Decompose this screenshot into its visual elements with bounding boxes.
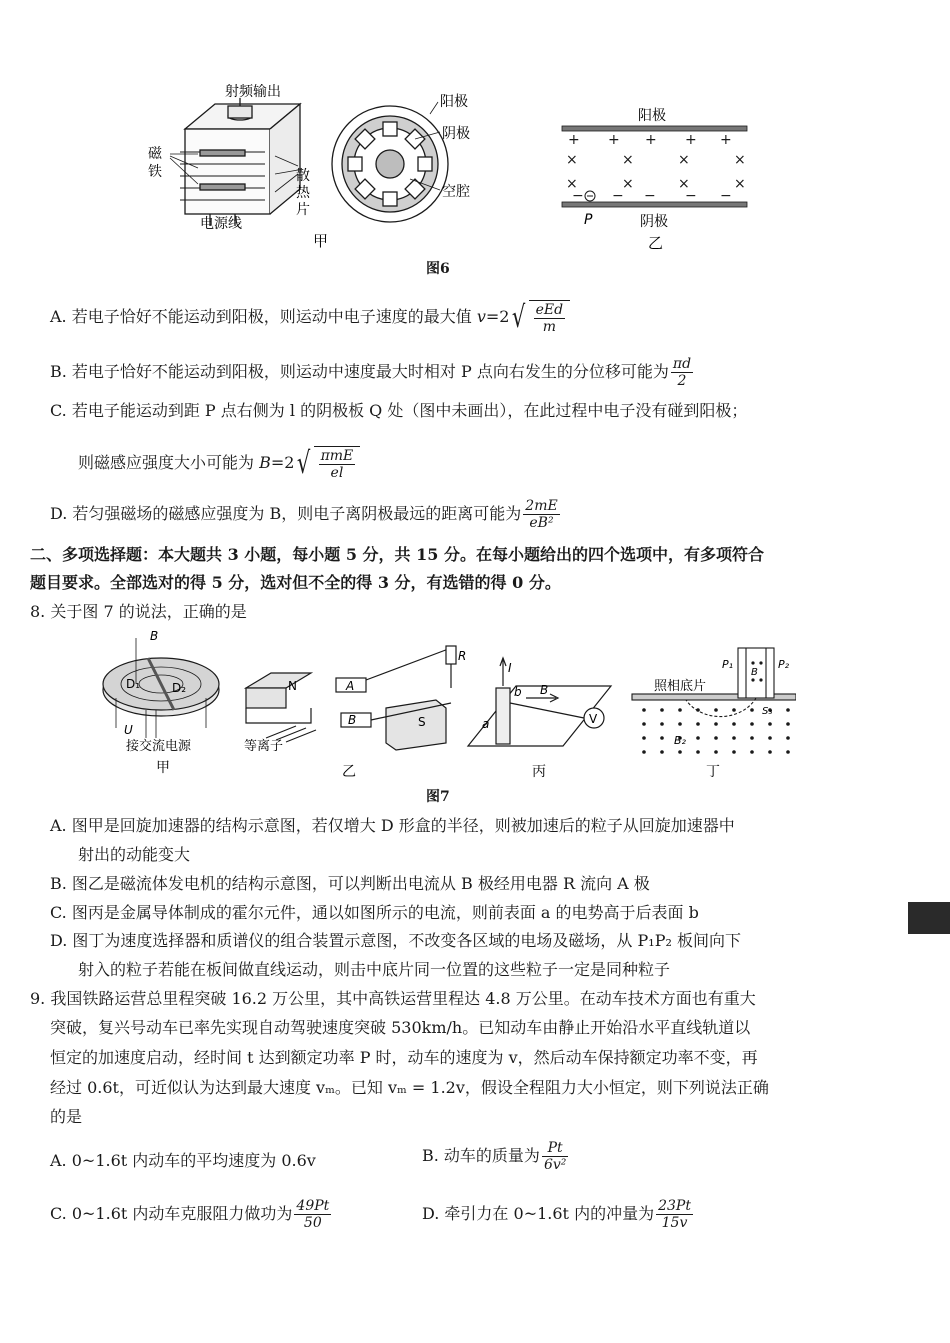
magnet-label-b: 铁: [148, 164, 162, 180]
sink-label-b: 热: [296, 185, 310, 201]
plasma-label: 等离子: [244, 739, 284, 754]
q8-option-d-line1: D. 图丁为速度选择器和质谱仪的组合装置示意图，不改变各区域的电场及磁场，从 P₁P₂ 板间向下: [50, 931, 741, 950]
plate-anode-label: 阳极: [638, 108, 666, 124]
figure-7: [96, 628, 796, 780]
hall-field-b-label: B: [540, 683, 549, 697]
d1-label: D₁: [126, 677, 141, 691]
q9-option-d: D. 牵引力在 0~1.6t 内的冲量为 $\frac{23Pt}{15v}$: [422, 1198, 691, 1231]
svg-text:+: +: [685, 132, 697, 148]
q9-stem-line3: 恒定的加速度启动，经时间 t 达到额定功率 P 时，动车的速度为 v，然后动车保持额定功率不变，再: [50, 1048, 758, 1067]
q8-option-d-line2: 射入的粒子若能在板间做直线运动，则击中底片同一位置的这些粒子一定是同种粒子: [78, 960, 671, 979]
q7-option-c-line2: 则磁感应强度大小可能为 B=2√ $\frac{\text{πmE}}{el}$: [78, 446, 360, 481]
magnet-label-a: 磁: [148, 146, 162, 162]
fig7-bing-caption: 丙: [532, 764, 546, 780]
voltage-u-label: U: [124, 723, 133, 737]
figure-6: [140, 84, 760, 284]
fig7-yi-caption: 乙: [342, 764, 356, 780]
selector-b-label: B: [751, 667, 758, 678]
cyclotron-diagram: [103, 638, 219, 738]
q8-option-b: B. 图乙是磁流体发电机的结构示意图，可以判断出电流从 B 极经用电器 R 流向 A 极: [50, 874, 650, 893]
q8-option-a-line2: 射出的动能变大: [78, 845, 191, 864]
voltmeter-label: V: [589, 712, 598, 726]
svg-text:−: −: [612, 188, 624, 204]
p1-label: P₁: [722, 658, 734, 671]
fig7-ding-caption: 丁: [706, 764, 720, 780]
q9-option-b: B. 动车的质量为 $\frac{Pt}{\text{6v²}}$: [422, 1140, 567, 1173]
svg-text:+: +: [608, 132, 620, 148]
q9-stem-line5: 的是: [50, 1107, 83, 1126]
section-2-line2: 题目要求。全部选对的得 5 分，选对但不全的得 3 分，有选错的得 0 分。: [30, 573, 561, 592]
q9-stem-line4: 经过 0.6t，可近似认为达到最大速度 vₘ。已知 vₘ = 1.2v，假设全程阻力大小恒定，则下列说法正确: [50, 1078, 769, 1097]
svg-text:+: +: [720, 132, 732, 148]
q9-stem-line1: 9. 我国铁路运营总里程突破 16.2 万公里，其中高铁运营里程达 4.8 万公里。在动车技术方面也有重大: [30, 989, 756, 1008]
section-2-line1: 二、多项选择题：本大题共 3 小题，每小题 5 分，共 15 分。在每小题给出的四个选项中，有多项符合: [30, 545, 764, 564]
svg-text:+: +: [645, 132, 657, 148]
svg-text:−: −: [720, 188, 732, 204]
sink-label-c: 片: [296, 202, 310, 218]
svg-text:−: −: [572, 188, 584, 204]
hall-element-diagram: [468, 658, 611, 746]
plate-cathode-label: 阴极: [640, 214, 668, 230]
svg-text:×: ×: [734, 152, 746, 168]
anode-label: 阳极: [440, 94, 468, 110]
q8-option-a-line1: A. 图甲是回旋加速器的结构示意图，若仅增大 D 形盒的半径，则被加速后的粒子从回旋加速器中: [50, 816, 735, 835]
svg-text:×: ×: [734, 176, 746, 192]
q7-option-b: B. 若电子恰好不能运动到阳极，则运动中速度最大时相对 P 点向右发生的分位移可能为 $\frac{\pi d}{2}$: [50, 356, 692, 389]
q7-option-a: A. 若电子恰好不能运动到阳极，则运动中电子速度的最大值 v=2√ $\frac{\text{eEd}}{m}$: [50, 300, 570, 335]
cross-section-diagram: [332, 102, 448, 222]
svg-text:−: −: [685, 188, 697, 204]
d2-label: D₂: [172, 681, 187, 695]
figure-7-caption: 图7: [426, 789, 450, 805]
q8-stem: 8. 关于图 7 的说法，正确的是: [30, 602, 247, 621]
jia-caption: 甲: [313, 232, 329, 250]
svg-text:−: −: [644, 188, 656, 204]
cavity-label: 空腔: [442, 184, 470, 200]
power-line-label: 电源线: [200, 216, 242, 232]
svg-text:×: ×: [566, 152, 578, 168]
film-label: 照相底片: [654, 679, 707, 694]
fig7-jia-caption: 甲: [156, 760, 170, 776]
b2-label: B₂: [674, 734, 686, 747]
p2-label: P₂: [778, 658, 790, 671]
q9-option-c: C. 0~1.6t 内动车克服阻力做功为 $\frac{49Pt}{50}$: [50, 1198, 330, 1231]
q8-option-c: C. 图丙是金属导体制成的霍尔元件，通以如图所示的电流，则前表面 a 的电势高于后表面 b: [50, 903, 699, 922]
svg-text:×: ×: [622, 152, 634, 168]
q7-option-d: D. 若匀强磁场的磁感应强度为 B，则电子离阴极最远的距离可能为 $\frac{2mE}{\text{eB²}}$: [50, 498, 558, 531]
hall-a-label: a: [482, 717, 490, 731]
cathode-label: 阴极: [442, 126, 470, 142]
svg-text:×: ×: [566, 176, 578, 192]
pole-n-label: N: [288, 679, 297, 693]
plate-b-label: B: [348, 713, 357, 727]
point-p-label: P: [584, 212, 593, 228]
mhd-generator-diagram: [246, 646, 456, 750]
yi-caption: 乙: [648, 234, 664, 252]
svg-text:+: +: [568, 132, 580, 148]
q9-option-a: A. 0~1.6t 内动车的平均速度为 0.6v: [50, 1151, 316, 1170]
resistor-r-label: R: [458, 649, 467, 663]
q9-stem-line2: 突破，复兴号动车已率先实现自动驾驶速度突破 530km/h。已知动车由静止开始沿水平直线轨道以: [50, 1018, 751, 1037]
ac-power-label: 接交流电源: [126, 739, 192, 754]
magnetron-diagram: [170, 98, 300, 226]
pole-s-label: S: [418, 715, 426, 729]
plate-a-label: A: [346, 679, 355, 693]
svg-text:×: ×: [622, 176, 634, 192]
svg-text:×: ×: [678, 152, 690, 168]
page-edge-tab: [908, 902, 950, 934]
field-markers: [566, 132, 746, 204]
rf-output-label: 射频输出: [225, 84, 281, 100]
sink-label-a: 散: [296, 168, 310, 184]
figure-6-caption: 图6: [426, 261, 450, 277]
cyclotron-b-label: B: [150, 629, 159, 643]
q7-option-c-line1: C. 若电子能运动到距 P 点右侧为 l 的阴极板 Q 处（图中未画出），在此过程中电子没有碰到阳极；: [50, 401, 748, 420]
svg-text:×: ×: [678, 176, 690, 192]
current-i-label: I: [508, 661, 512, 675]
s3-label: S₃: [762, 706, 773, 717]
hall-b-label: b: [514, 685, 522, 699]
